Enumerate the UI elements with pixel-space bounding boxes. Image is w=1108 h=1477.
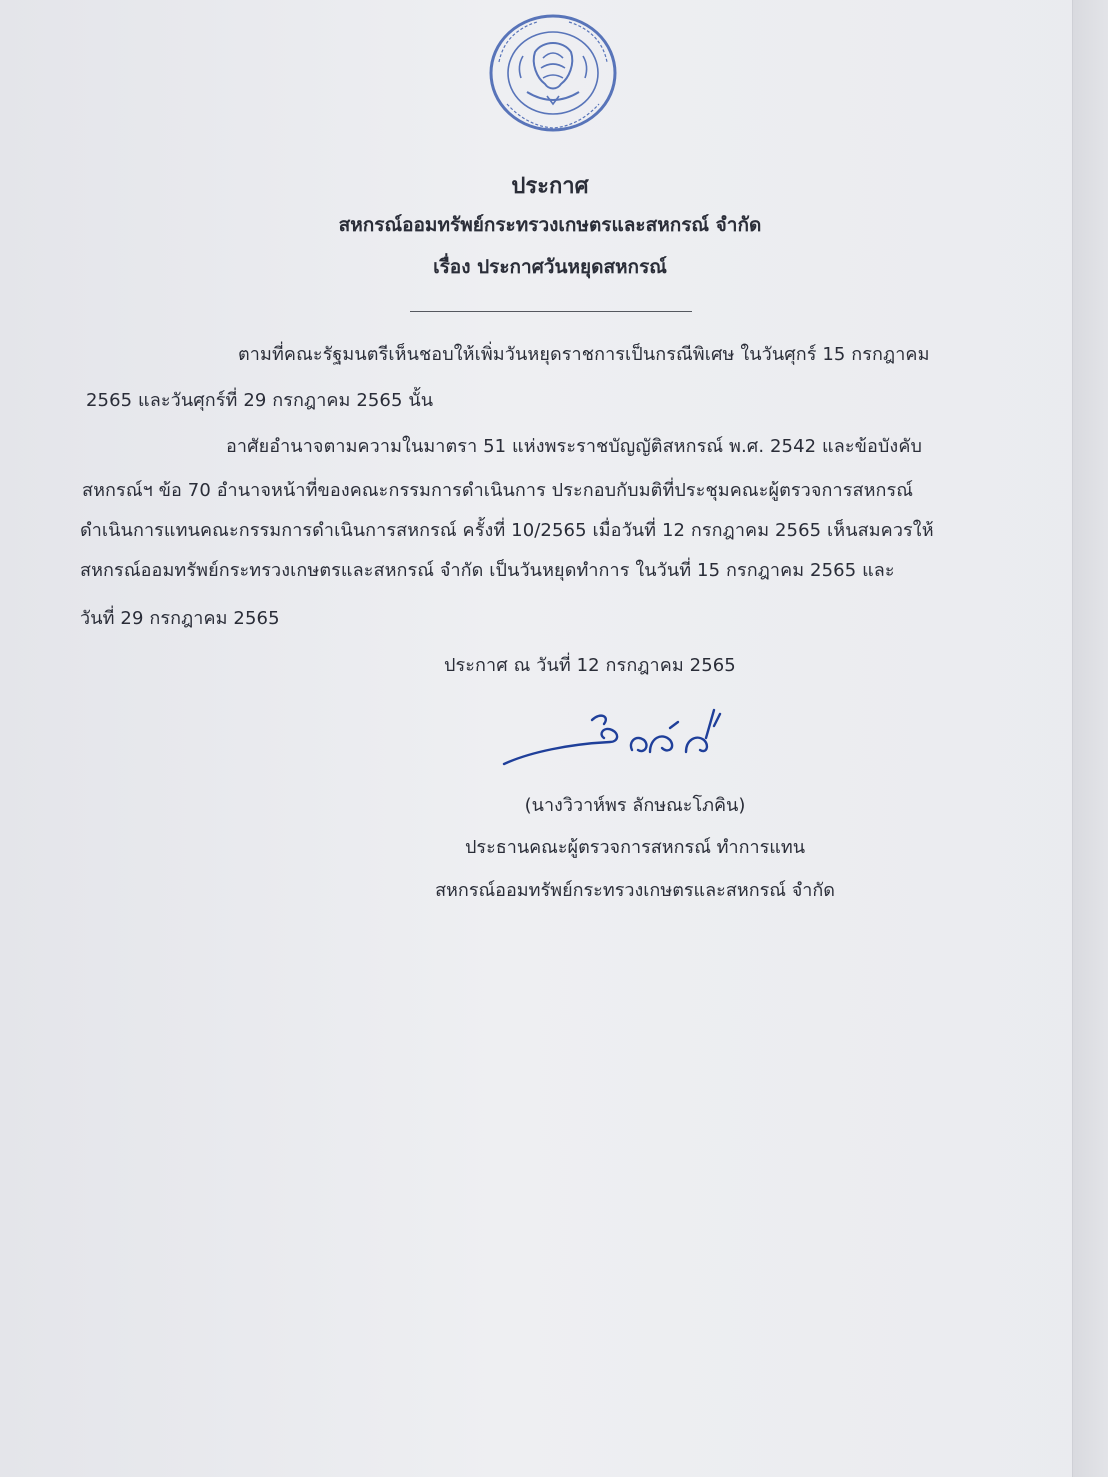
heading-divider xyxy=(410,311,692,312)
paragraph1-line1: ตามที่คณะรัฐมนตรีเห็นชอบให้เพิ่มวันหยุดราชการเป็นกรณีพิเศษ ในวันศุกร์ 15 กรกฎาคม xyxy=(238,344,930,365)
organization-heading: สหกรณ์ออมทรัพย์กระทรวงเกษตรและสหกรณ์ จำกัด xyxy=(338,214,762,236)
paragraph2-line5: วันที่ 29 กรกฎาคม 2565 xyxy=(80,608,280,629)
signatory-name: (นางวิวาห์พร ลักษณะโภคิน) xyxy=(524,795,746,816)
paragraph2-line1: อาศัยอำนาจตามความในมาตรา 51 แห่งพระราชบัญญัติสหกรณ์ พ.ศ. 2542 และข้อบังคับ xyxy=(226,436,922,457)
paragraph2-line3: ดำเนินการแทนคณะกรรมการดำเนินการสหกรณ์ ครั้งที่ 10/2565 เมื่อวันที่ 12 กรกฎาคม 2565 เห็นสมควรให้ xyxy=(80,520,934,541)
announcement-date: ประกาศ ณ วันที่ 12 กรกฎาคม 2565 xyxy=(444,655,736,676)
paragraph1-line2: 2565 และวันศุกร์ที่ 29 กรกฎาคม 2565 นั้น xyxy=(86,390,434,411)
signatory-position: ประธานคณะผู้ตรวจการสหกรณ์ ทำการแทน xyxy=(464,837,806,858)
cooperative-seal-logo xyxy=(487,12,619,134)
handwritten-signature xyxy=(500,704,740,774)
paragraph2-line2: สหกรณ์ฯ ข้อ 70 อำนาจหน้าที่ของคณะกรรมการดำเนินการ ประกอบกับมติที่ประชุมคณะผู้ตรวจการสหกรณ์ xyxy=(82,480,914,501)
paragraph2-line4: สหกรณ์ออมทรัพย์กระทรวงเกษตรและสหกรณ์ จำกัด เป็นวันหยุดทำการ ในวันที่ 15 กรกฎาคม 2565 และ xyxy=(80,560,895,581)
document-title: ประกาศ xyxy=(511,174,589,199)
subject-heading: เรื่อง ประกาศวันหยุดสหกรณ์ xyxy=(433,256,667,278)
signatory-organization: สหกรณ์ออมทรัพย์กระทรวงเกษตรและสหกรณ์ จำกัด xyxy=(435,880,835,901)
